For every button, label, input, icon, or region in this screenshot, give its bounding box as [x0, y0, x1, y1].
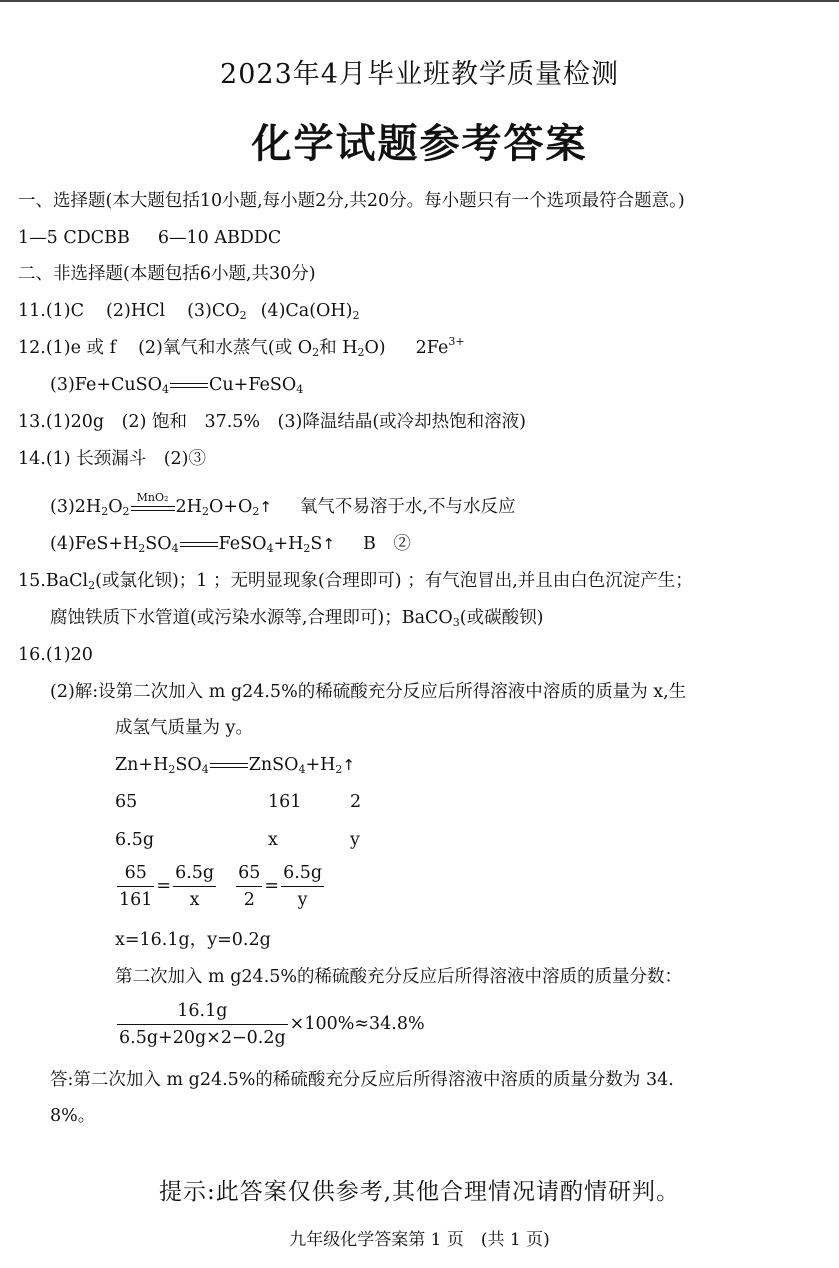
- question-14-line2: $(3)2H_2O_2$ MnO₂ $2H_2O+O_2↑$ 氧气不易溶于水,不与水反应: [50, 495, 515, 519]
- choice-answers-1-5: 1—5 CDCBB: [18, 228, 130, 248]
- q14-number: 14.: [18, 449, 46, 469]
- molar-mass-161: 161: [268, 792, 302, 812]
- equals-sign: [170, 381, 208, 391]
- gas-up-arrow-icon: ↑: [259, 498, 272, 516]
- catalyst-label: MnO₂: [136, 490, 169, 504]
- q15-number: 15.: [18, 571, 46, 591]
- molar-mass-65: 65: [115, 792, 138, 812]
- q16-answer-line1: 答:第二次加入 m g24.5%的稀硫酸充分反应后所得溶液中溶质的质量分数为 34.: [50, 1070, 674, 1090]
- q16-result: x=16.1g，y=0.2g: [115, 930, 271, 950]
- q16-solution-line1: (2)解:设第二次加入 m g24.5%的稀硫酸充分反应后所得溶液中溶质的质量为 x,生: [50, 682, 687, 702]
- q16-equation: $Zn+H_2SO_4$ $ZnSO_4+H_2↑$: [115, 755, 355, 776]
- molar-mass-2: 2: [350, 792, 362, 812]
- proportion-equations: $\frac{65}{161}$ = $\frac{6.5g}{x}$ $\frac{65}{2}$ = $\frac{6.5g}{y}$: [119, 863, 323, 910]
- q11-part4: $(4)Ca(OH)_2$: [260, 301, 360, 322]
- unknown-x: x: [268, 830, 278, 850]
- top-border-line: [0, 0, 839, 2]
- q16-solution-line2: 成氢气质量为 y。: [115, 718, 253, 738]
- question-14-line1: [18, 447, 206, 471]
- q12-number: 12.: [18, 338, 46, 358]
- q12-ion: $2Fe^{3+}$: [415, 335, 465, 358]
- fraction-65-2: $\frac{65}{2}$: [238, 863, 261, 910]
- gas-up-arrow-icon: ↑: [342, 756, 355, 774]
- section1-heading: 一、选择题(本大题包括10小题,每小题2分,共20分。每小题只有一个选项最符合题意。): [18, 191, 685, 211]
- q11-part3: $(3)CO_2$: [187, 301, 247, 322]
- fraction-6.5g-x: $\frac{6.5g}{x}$: [175, 863, 215, 910]
- given-mass-zn: 6.5g: [115, 830, 155, 850]
- q12-part1: (1)e 或 f: [45, 338, 117, 358]
- q14-parts-1-2: (1) 长颈漏斗 (2)③: [45, 449, 206, 469]
- q14-part4-answers: B ②: [363, 534, 411, 554]
- q11-number: 11.: [18, 301, 46, 321]
- q11-part2: (2)HCl: [106, 301, 166, 321]
- choice-answers-row: [18, 226, 281, 250]
- question-15-line2: 腐蚀铁质下水管道(或污染水源等,合理即可)；BaCO$_3$(或碳酸钡): [50, 608, 544, 629]
- question-12-line1: [18, 336, 465, 360]
- question-16-line1: [18, 643, 93, 667]
- question-11: [18, 299, 359, 323]
- q13-number: 13.: [18, 412, 46, 432]
- q12-part2: (2)氧气和水蒸气(或 $O_2$和 $H_2O$): [138, 338, 386, 359]
- equals-sign: [180, 540, 218, 550]
- q16-number: 16.: [18, 645, 46, 665]
- document-title: 化学试题参考答案: [251, 120, 588, 167]
- choice-answers-6-10: 6—10 ABDDC: [157, 228, 282, 248]
- q14-reason: 氧气不易溶于水,不与水反应: [299, 497, 516, 517]
- q13-answers: (1)20g (2) 饱和 37.5% (3)降温结晶(或冷却热饱和溶液): [45, 412, 526, 432]
- question-12-equation: (3)Fe+CuSO$_4$ Cu+FeSO$_4$: [50, 375, 304, 396]
- q16-mass-fraction-label: 第二次加入 m g24.5%的稀硫酸充分反应后所得溶液中溶质的质量分数：: [115, 967, 683, 987]
- equals-sign: [210, 761, 248, 771]
- exam-title: 2023年4月毕业班教学质量检测: [220, 59, 619, 90]
- q16-final-calculation: $\frac{16.1g}{6.5g+20g\times 2-0.2g}$ ×100%≈34.8%: [119, 1001, 425, 1048]
- fraction-65-161: $\frac{65}{161}$: [119, 863, 153, 910]
- fraction-6.5g-y: $\frac{6.5g}{y}$: [283, 863, 323, 910]
- catalyst-equals-sign: [131, 490, 175, 513]
- page-footer: 九年级化学答案第 1 页 (共 1 页): [289, 1230, 550, 1250]
- hint-note: 提示:此答案仅供参考,其他合理情况请酌情研判。: [158, 1179, 681, 1205]
- q11-part1: (1)C: [45, 301, 85, 321]
- final-fraction: $\frac{16.1g}{6.5g+20g\times 2-0.2g}$: [119, 1001, 286, 1048]
- question-15-line1: 15.BaCl$_2$(或氯化钡)；1 ；无明显现象(合理即可) ；有气泡冒出,并且由白色沉淀产生；: [18, 571, 693, 592]
- section2-heading: 二、非选择题(本题包括6小题,共30分): [18, 264, 316, 284]
- q16-answer-line2: 8%。: [50, 1106, 96, 1126]
- q16-part1: (1)20: [45, 645, 93, 665]
- question-14-line3: $(4)FeS+H_2SO_4$ $FeSO_4+H_2S↑$ B ②: [50, 534, 411, 555]
- gas-up-arrow-icon: ↑: [322, 535, 335, 553]
- question-13: [18, 410, 526, 434]
- unknown-y: y: [350, 830, 360, 850]
